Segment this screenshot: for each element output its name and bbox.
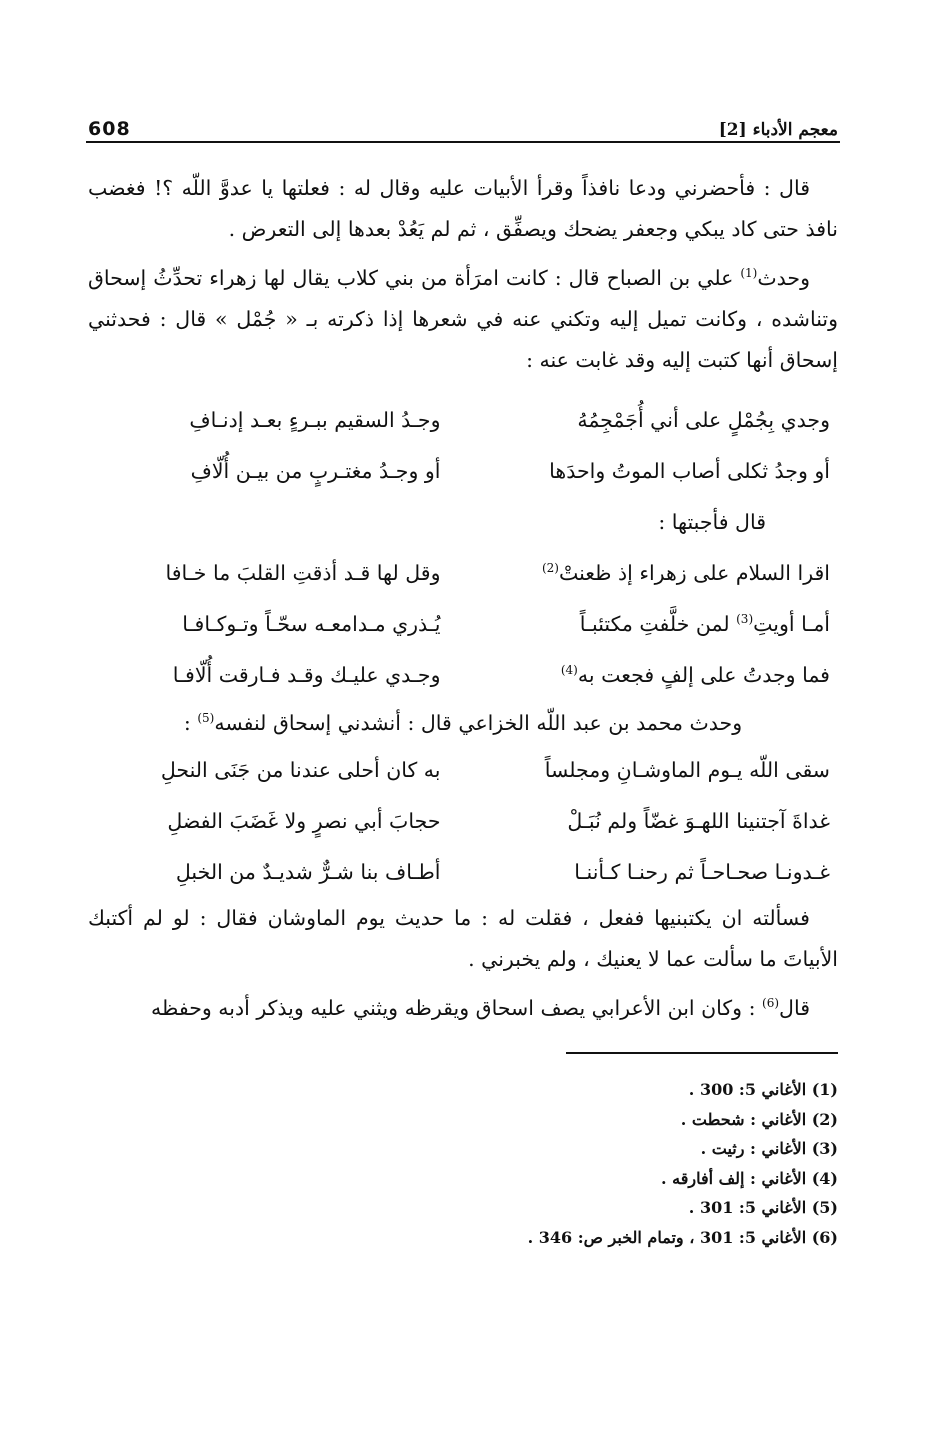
verse-second-hemistich: أطـاف بنا شـرٌّ شديـدٌ من الخبلِ [175,860,441,884]
hemistich-text: فما وجدتُ على إلفٍ فجعت به [577,663,830,687]
footnote: (2) الأغاني : شحطت . [680,1109,838,1129]
paragraph-5-text: : وكان ابن الأعرابي يصف اسحاق ويقرظه ويثني عليه ويذكر أدبه وحفظه [151,996,763,1020]
footnote: (4) الأغاني : إلف أفارقه . [660,1168,838,1188]
verse-second-hemistich: وجـدُ السقيم ببـرءٍ بعـد إدنـافِ [189,408,441,432]
verse-intro: قال فأجبتها : [658,510,766,534]
page-header [88,100,838,140]
verse-line [88,847,838,898]
paragraph-5 [88,988,838,1029]
hemistich-text: لمن خلَّفتِ مكتئبـاً [579,612,737,636]
paragraph-2-text: علي بن الصباح قال : كانت امرَأة من بني كلاب يقال لها زهراء تحدِّثُ إسحاق وتناشده ، وكانت تميل إليه وتكني عنه في شعرها إذا ذكرته بـ « جُمْل » قال : فحدثني إسحاق أنها كتبت إليه وقد غابت عنه : [88,266,838,372]
page-number: 608 [88,118,131,140]
verse-intro [88,701,838,745]
verse-line [88,745,838,796]
verse-first-hemistich [478,650,839,701]
verse-first-hemistich: وجدي بِجُمْلٍ على أني أُجَمْجِمُهُ [577,408,830,432]
paragraph-4: فسألته ان يكتبنيها ففعل ، فقلت له : ما حديث يوم الماوشان فقال : لو لم أكتبك الأبياتَ ما سألت عما لا يعنيك ، ولم يخبرني . [88,906,838,971]
verse-second-hemistich: وجـدي عليـك وقـد فـارقت أُلّافـا [172,663,441,687]
paragraph-2-start: وحدث [757,266,810,290]
verse-second-hemistich: وقل لها قـد أذقتِ القلبَ ما خـافا [165,561,441,585]
paragraph-5-start: قال [779,996,810,1020]
footnote-ref-3: (3) [736,612,754,627]
header-rule [86,141,840,143]
intro-text: وحدث محمد بن عبد اللّه الخزاعي قال : أنشدني إسحاق لنفسه [214,711,743,735]
verse-line [88,395,838,446]
verse-second-hemistich: به كان أحلى عندنا من جَنَى النحلِ [160,758,441,782]
verse-second-hemistich: يُـذري مـدامعـه سحّـاً وتـوكـافـا [182,612,441,636]
verse-second-hemistich: حجابَ أبي نصرٍ ولا غَضَبَ الفضلِ [167,809,441,833]
poem-3 [88,745,838,898]
verse-first-hemistich [478,548,839,599]
verse-line [88,599,838,650]
footnote-ref-1: (1) [740,266,758,281]
verse-line [88,650,838,701]
hemistich-text: أمـا أويتِ [753,612,830,636]
footnotes [338,1075,838,1252]
footnote: (1) الأغاني 5: 300 . [688,1080,838,1099]
verse-first-hemistich: غـدونـا صحـاحـاً ثم رحنـا كـأننـا [574,860,830,884]
main-text [88,168,838,1037]
footnote-ref-4: (4) [560,663,578,678]
verse-line [88,548,838,599]
poem-2 [88,548,838,701]
paragraph-2 [88,258,838,381]
verse-line [88,446,838,497]
footnote-rule [566,1052,838,1054]
verse-line [88,796,838,847]
footnote: (3) الأغاني : رثيت . [700,1139,838,1158]
verse-first-hemistich: أو وجدُ ثكلى أصاب الموتُ واحدَها [549,459,830,483]
running-title: معجم الأدباء [2] [718,120,838,140]
footnote-ref-6: (6) [762,996,780,1011]
verse-second-hemistich: أو وجـدُ مغتـربٍ من بيـن أُلّافِ [190,459,441,483]
paragraph-1: قال : فأحضرني ودعا نافذاً وقرأ الأبيات عليه وقال له : فعلتها يا عدوَّ اللّه ؟! فغضب نافذ حتى كاد يبكي وجعفر يضحك ويصفِّق ، ثم لم يَعُدْ بعدها إلى التعرض . [88,176,838,241]
verse-first-hemistich: غداةَ آجتنينا اللهـوَ غضّاً ولم نُبَـلْ [567,809,830,833]
footnote-ref-2: (2) [541,561,559,576]
hemistich-text: اقرا السلام على زهراء إذ ظعنتْ [558,561,830,585]
footnote: (5) الأغاني 5: 301 . [688,1198,838,1217]
footnote-ref-5: (5) [197,711,215,726]
verse-first-hemistich [478,599,839,650]
verse-first-hemistich: سقى اللّه يـوم الماوشـانِ ومجلساً [544,758,830,782]
poem-1 [88,395,838,497]
intro-end: : [183,711,198,735]
footnote: (6) الأغاني 5: 301 ، وتمام الخبر ص: 346 . [527,1227,838,1247]
